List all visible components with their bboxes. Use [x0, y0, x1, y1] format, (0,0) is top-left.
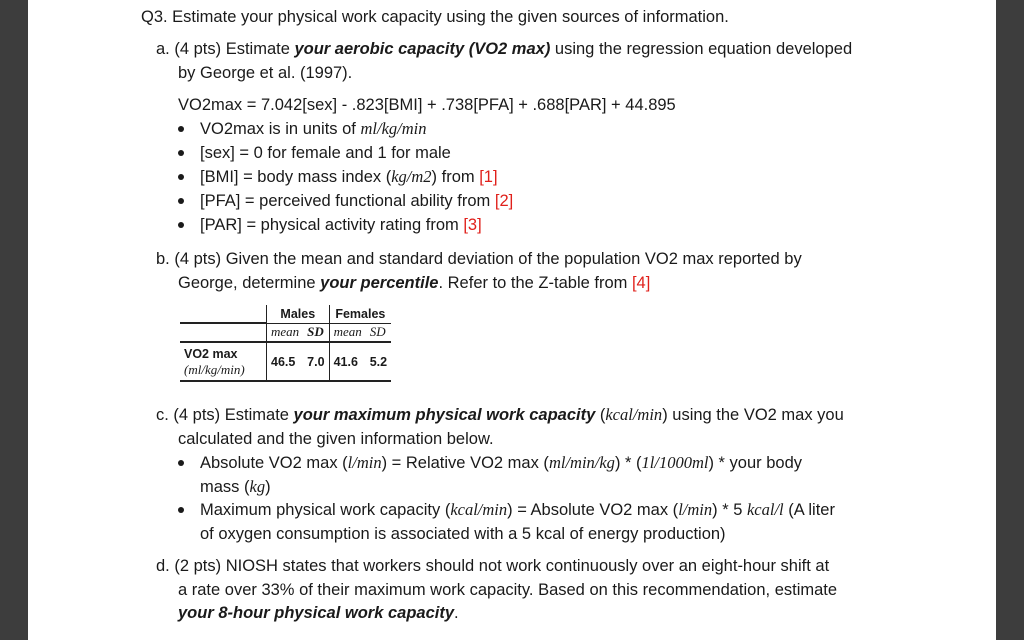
part-a-line-1: a. (4 pts) Estimate your aerobic capacity (VO2 max) using the regression equation developed: [156, 40, 853, 58]
part-c-bullet-absolute-line-2: mass (kg): [200, 477, 271, 496]
table-subheader-female-sd: SD: [366, 323, 391, 342]
table-cell-male-mean: 46.5: [267, 342, 304, 381]
part-a-line-2: by George et al. (1997).: [178, 64, 353, 82]
part-a-bullet-pfa: [PFA] = perceived functional ability from [2]: [200, 192, 514, 210]
bullet-icon: [178, 174, 184, 180]
table-cell-male-sd: 7.0: [303, 342, 329, 381]
part-a-bullet-par: [PAR] = physical activity rating from [3]: [200, 216, 482, 234]
table-header-males: Males: [267, 305, 330, 323]
bullet-icon: [178, 198, 184, 204]
part-c-line-2: calculated and the given information below.: [178, 430, 494, 448]
document-page: [28, 0, 996, 640]
bullet-icon: [178, 150, 184, 156]
table-cell-female-sd: 5.2: [366, 342, 391, 381]
part-c-bullet-max-line-1: Maximum physical work capacity (kcal/min) = Absolute VO2 max (l/min) * 5 kcal/l (A liter: [200, 500, 835, 519]
table-row-label: VO2 max (ml/kg/min): [180, 342, 267, 381]
table-cell-female-mean: 41.6: [329, 342, 366, 381]
bullet-icon: [178, 460, 184, 466]
table-corner: [180, 305, 267, 323]
part-a-bullet-bmi: [BMI] = body mass index (kg/m2) from [1]: [200, 167, 498, 186]
vo2max-population-table: [180, 305, 391, 382]
part-d-line-3: your 8-hour physical work capacity.: [178, 604, 459, 622]
reference-link-2[interactable]: [2]: [494, 192, 514, 210]
table-subheader-male-sd: SD: [303, 323, 329, 342]
reference-link-4[interactable]: [4]: [631, 274, 651, 292]
table-corner: [180, 323, 267, 342]
table-subheader-male-mean: mean: [267, 323, 304, 342]
question-title: Q3. Estimate your physical work capacity using the given sources of information.: [141, 8, 729, 26]
part-c-bullet-max-line-2: of oxygen consumption is associated with a 5 kcal of energy production): [200, 525, 726, 543]
vo2max-equation: VO2max = 7.042[sex] - .823[BMI] + .738[PFA] + .688[PAR] + 44.895: [178, 96, 676, 114]
part-a-bullet-sex: [sex] = 0 for female and 1 for male: [200, 144, 451, 162]
bullet-icon: [178, 126, 184, 132]
bullet-icon: [178, 222, 184, 228]
reference-link-3[interactable]: [3]: [463, 216, 482, 234]
part-b-line-2: George, determine your percentile. Refer to the Z-table from [4]: [178, 274, 651, 292]
part-a-bullet-units: VO2max is in units of ml/kg/min: [200, 119, 427, 138]
part-d-line-1: d. (2 pts) NIOSH states that workers should not work continuously over an eight-hour shift at: [156, 557, 830, 575]
part-c-line-1: c. (4 pts) Estimate your maximum physical work capacity (kcal/min) using the VO2 max you: [156, 405, 844, 424]
reference-link-1[interactable]: [1]: [479, 168, 498, 186]
table-subheader-female-mean: mean: [329, 323, 366, 342]
part-b-line-1: b. (4 pts) Given the mean and standard deviation of the population VO2 max reported by: [156, 250, 802, 268]
table-header-females: Females: [329, 305, 391, 323]
part-c-bullet-absolute-line-1: Absolute VO2 max (l/min) = Relative VO2 max (ml/min/kg) * (1l/1000ml) * your body: [200, 453, 802, 472]
bullet-icon: [178, 507, 184, 513]
part-d-line-2: a rate over 33% of their maximum work capacity. Based on this recommendation, estimate: [178, 581, 838, 599]
